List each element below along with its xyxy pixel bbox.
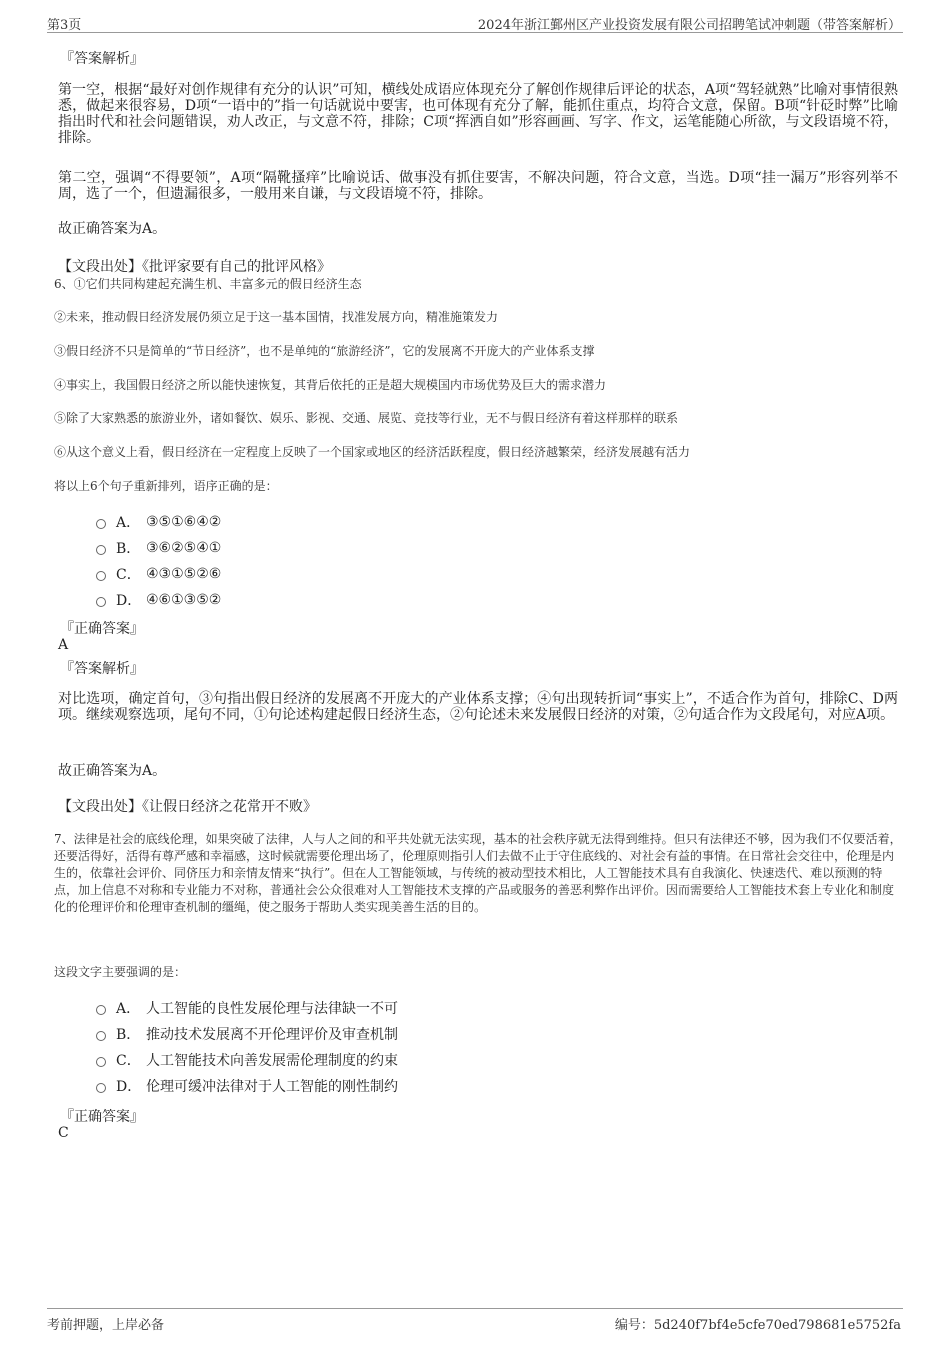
q5-conclusion: 故正确答案为A。 — [58, 221, 167, 237]
option-letter: A． — [116, 1001, 141, 1017]
document-id: 编号：5d240f7bf4e5cfe70ed798681e5752fa — [614, 1318, 901, 1333]
option-letter: D． — [116, 593, 142, 609]
q6-option-c[interactable] — [96, 564, 221, 584]
q6-answer-title: 『正确答案』 — [60, 621, 144, 637]
radio-icon[interactable] — [96, 519, 106, 529]
q6-analysis-title: 『答案解析』 — [60, 661, 144, 677]
radio-icon[interactable] — [96, 597, 106, 607]
radio-icon[interactable] — [96, 545, 106, 555]
q6-prompt: 将以上6个句子重新排列，语序正确的是： — [54, 479, 278, 493]
radio-icon[interactable] — [96, 1057, 106, 1067]
option-text: 人工智能技术向善发展需伦理制度的约束 — [146, 1053, 398, 1069]
radio-icon[interactable] — [96, 1031, 106, 1041]
page-footer — [47, 1308, 903, 1333]
q5-analysis-paragraph-2: 第二空，强调“不得要领”，A项“隔靴搔痒”比喻说话、做事没有抓住要害，不解决问题，符合文意，当选。D项“挂一漏万”形容列举不周，选了一个，但遗漏很多，一般用来自谦，与文段语境不符，排除。 — [58, 170, 898, 202]
q6-sentence-4: ④事实上，我国假日经济之所以能快速恢复，其背后依托的正是超大规模国内市场优势及巨大的需求潜力 — [54, 378, 607, 392]
q7-prompt: 这段文字主要强调的是： — [54, 965, 187, 979]
q6-conclusion: 故正确答案为A。 — [58, 763, 167, 779]
q7-option-b[interactable] — [96, 1024, 398, 1044]
q6-sentence-6: ⑥从这个意义上看，假日经济在一定程度上反映了一个国家或地区的经济活跃程度，假日经济越繁荣，经济发展越有活力 — [54, 445, 691, 459]
option-letter: B． — [116, 1027, 141, 1043]
option-text: ④③①⑤②⑥ — [146, 566, 222, 582]
option-letter: C． — [116, 567, 141, 583]
q7-option-d[interactable] — [96, 1076, 398, 1096]
q5-source: 【文段出处】《批评家要有自己的批评风格》 — [58, 259, 331, 275]
q6-analysis-paragraph-1: 对比选项，确定首句，③句指出假日经济的发展离不开庞大的产业体系支撑；④句出现转折词“事实上”，不适合作为首句，排除C、D两项。继续观察选项，尾句不同，①句论述构建起假日经济生态，②句论述未来发展假日经济的对策，②句适合作为文段尾句，对应A项。 — [58, 691, 898, 723]
option-text: ④⑥①③⑤② — [146, 592, 222, 608]
q6-option-a[interactable] — [96, 512, 221, 532]
option-letter: A． — [116, 515, 141, 531]
q7-answer: C — [58, 1125, 69, 1141]
radio-icon[interactable] — [96, 1083, 106, 1093]
radio-icon[interactable] — [96, 571, 106, 581]
footer-slogan: 考前押题，上岸必备 — [47, 1318, 165, 1333]
option-letter: C． — [116, 1053, 141, 1069]
page-header — [47, 12, 903, 33]
q6-option-b[interactable] — [96, 538, 221, 558]
option-letter: B． — [116, 541, 141, 557]
q6-answer: A — [58, 637, 69, 653]
q6-option-d[interactable] — [96, 590, 221, 610]
q7-answer-title: 『正确答案』 — [60, 1109, 144, 1125]
option-text: ③⑤①⑥④② — [146, 514, 222, 530]
q6-sentence-3: ③假日经济不只是简单的“节日经济”，也不是单纯的“旅游经济”，它的发展离不开庞大的产业体系支撑 — [54, 344, 595, 358]
option-text: ③⑥②⑤④① — [146, 540, 222, 556]
option-text: 伦理可缓冲法律对于人工智能的刚性制约 — [146, 1079, 398, 1095]
q5-analysis-paragraph-1: 第一空，根据“最好对创作规律有充分的认识”可知，横线处成语应体现充分了解创作规律后评论的状态，A项“驾轻就熟”比喻对事情很熟悉，做起来很容易，D项“一语中的”指一句话就说中要害，也可体现有充分了解，能抓住重点，均符合文意，保留。B项“针砭时弊”比喻指出时代和社会问题错误，劝人改正，与文意不符，排除；C项“挥洒自如”形容画画、写字、作文，运笔能随心所欲，与文段语境不符，排除。 — [58, 82, 898, 146]
q6-source: 【文段出处】《让假日经济之花常开不败》 — [58, 799, 317, 815]
radio-icon[interactable] — [96, 1005, 106, 1015]
option-text: 人工智能的良性发展伦理与法律缺一不可 — [146, 1001, 398, 1017]
q7-passage: 7、法律是社会的底线伦理，如果突破了法律，人与人之间的和平共处就无法实现，基本的社会秩序就无法得到维持。但只有法律还不够，因为我们不仅要活着，还要活得好，活得有尊严感和幸福感，这时候就需要伦理出场了，伦理原则指引人们去做不止于守住底线的、对社会有益的事情。在日常社会交往中，伦理是内生的，依靠社会评价、同侪压力和亲情友情来“执行”。但在人工智能领域，与传统的被动型技术相比，人工智能技术具有自我演化、快速迭代、难以预测的特点，加上信息不对称和专业能力不对称，普通社会公众很难对人工智能技术支撑的产品或服务的善恶利弊作出评价。因而需要给人工智能技术套上专业化和制度化的伦理评价和伦理审查机制的缰绳，使之服务于帮助人类实现美善生活的目的。 — [54, 832, 902, 914]
q6-sentence-1: 6、①它们共同构建起充满生机、丰富多元的假日经济生态 — [54, 277, 362, 291]
q6-sentence-5: ⑤除了大家熟悉的旅游业外，诸如餐饮、娱乐、影视、交通、展览、竞技等行业，无不与假日经济有着这样那样的联系 — [54, 411, 679, 425]
option-text: 推动技术发展离不开伦理评价及审查机制 — [146, 1027, 398, 1043]
q7-option-a[interactable] — [96, 998, 398, 1018]
option-letter: D． — [116, 1079, 142, 1095]
q6-sentence-2: ②未来，推动假日经济发展仍须立足于这一基本国情，找准发展方向，精准施策发力 — [54, 310, 499, 324]
page-number: 第3页 — [47, 18, 82, 33]
q7-option-c[interactable] — [96, 1050, 398, 1070]
q5-analysis-title: 『答案解析』 — [60, 51, 144, 67]
document-title: 2024年浙江鄞州区产业投资发展有限公司招聘笔试冲刺题（带答案解析） — [477, 18, 901, 33]
